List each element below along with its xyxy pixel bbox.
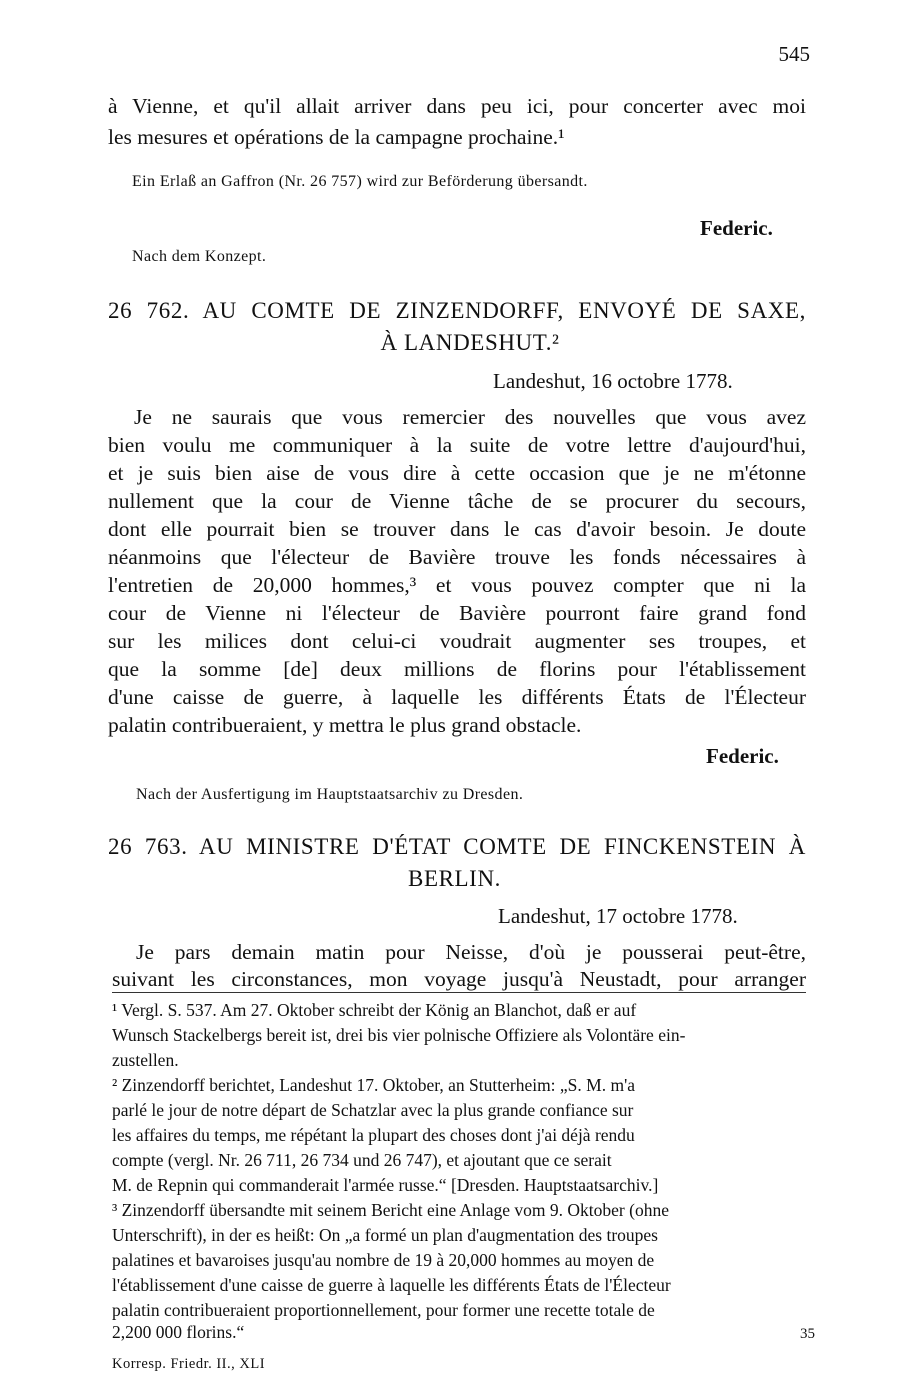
signature: Federic. (706, 744, 779, 768)
body-text-line: Je pars demain matin pour Neisse, d'où je pousserai peut-être, (136, 940, 806, 964)
footnote-line: Wunsch Stackelbergs bereit ist, drei bis vier polnische Offiziere als Volontäre ein- (112, 1025, 686, 1045)
body-text-line: sur les milices dont celui-ci voudrait augmenter ses troupes, et (108, 629, 806, 653)
sheet-signature: 35 (800, 1326, 815, 1342)
footnote-line: les affaires du temps, me répétant la plupart des choses dont j'ai déjà rendu (112, 1125, 635, 1145)
footnote-line: palatines et bavaroises jusqu'au nombre de 19 à 20,000 hommes au moyen de (112, 1250, 655, 1270)
body-text-line: bien voulu me communiquer à la suite de votre lettre d'aujourd'hui, (108, 433, 806, 457)
letter-heading-continued: BERLIN. (408, 866, 501, 891)
letter-heading-continued: À LANDESHUT.² (380, 330, 560, 355)
body-text-line: et je suis bien aise de vous dire à cette occasion que je ne m'étonne (108, 461, 806, 485)
body-text-line: nullement que la cour de Vienne tâche de se procurer du secours, (108, 489, 806, 513)
body-text-line: palatin contribueraient, y mettra le plus grand obstacle. (108, 713, 582, 737)
footnote-line: 2,200 000 florins.“ (112, 1322, 245, 1342)
body-text-line: les mesures et opérations de la campagne prochaine.¹ (108, 125, 565, 149)
body-text-line: cour de Vienne ni l'électeur de Bavière pourront faire grand fond (108, 601, 806, 625)
body-text-line: d'une caisse de guerre, à laquelle les différents États de l'Électeur (108, 685, 806, 709)
body-text-line: néanmoins que l'électeur de Bavière trouve les fonds nécessaires à (108, 545, 806, 569)
source-note: Nach dem Konzept. (132, 248, 267, 265)
footnote-rule (112, 992, 806, 993)
footnote-line: ¹ Vergl. S. 537. Am 27. Oktober schreibt der König an Blanchot, daß er auf (112, 1000, 637, 1020)
signature: Federic. (700, 216, 773, 240)
source-note: Nach der Ausfertigung im Hauptstaatsarchiv zu Dresden. (136, 786, 524, 803)
running-footer: Korresp. Friedr. II., XLI (112, 1356, 266, 1372)
editorial-note: Ein Erlaß an Gaffron (Nr. 26 757) wird zur Beförderung übersandt. (132, 173, 588, 190)
footnote-line: Unterschrift), in der es heißt: On „a formé un plan d'augmentation des troupes (112, 1225, 658, 1245)
letter-heading: 26 763. AU MINISTRE D'ÉTAT COMTE DE FINCKENSTEIN À (108, 834, 806, 859)
dateline: Landeshut, 16 octobre 1778. (493, 369, 733, 393)
footnote-line: ³ Zinzendorff übersandte mit seinem Bericht eine Anlage vom 9. Oktober (ohne (112, 1200, 669, 1220)
body-text-line: Je ne saurais que vous remercier des nouvelles que vous avez (134, 405, 806, 429)
body-text-line: à Vienne, et qu'il allait arriver dans peu ici, pour concerter avec moi (108, 94, 806, 118)
footnote-line: M. de Repnin qui commanderait l'armée russe.“ [Dresden. Hauptstaatsarchiv.] (112, 1175, 659, 1195)
letter-heading: 26 762. AU COMTE DE ZINZENDORFF, ENVOYÉ DE SAXE, (108, 298, 806, 323)
footnote-line: palatin contribueraient proportionnellement, pour former une recette totale de (112, 1300, 655, 1320)
body-text-line: que la somme [de] deux millions de florins pour l'établissement (108, 657, 806, 681)
footnote-line: l'établissement d'une caisse de guerre à laquelle les différents États de l'Électeur (112, 1275, 671, 1295)
body-text-line: suivant les circonstances, mon voyage jusqu'à Neustadt, pour arranger (112, 967, 806, 991)
footnote-line: ² Zinzendorff berichtet, Landeshut 17. Oktober, an Stutterheim: „S. M. m'a (112, 1075, 636, 1095)
body-text-line: dont elle pourrait bien se trouver dans le cas d'avoir besoin. Je doute (108, 517, 806, 541)
body-text-line: l'entretien de 20,000 hommes,³ et vous pouvez compter que ni la (108, 573, 806, 597)
footnote-line: compte (vergl. Nr. 26 711, 26 734 und 26 747), et ajoutant que ce serait (112, 1150, 612, 1170)
page-number: 545 (778, 42, 810, 66)
footnote-line: zustellen. (112, 1050, 179, 1070)
dateline: Landeshut, 17 octobre 1778. (498, 904, 738, 928)
footnote-line: parlé le jour de notre départ de Schatzlar avec la plus grande confiance sur (112, 1100, 634, 1120)
